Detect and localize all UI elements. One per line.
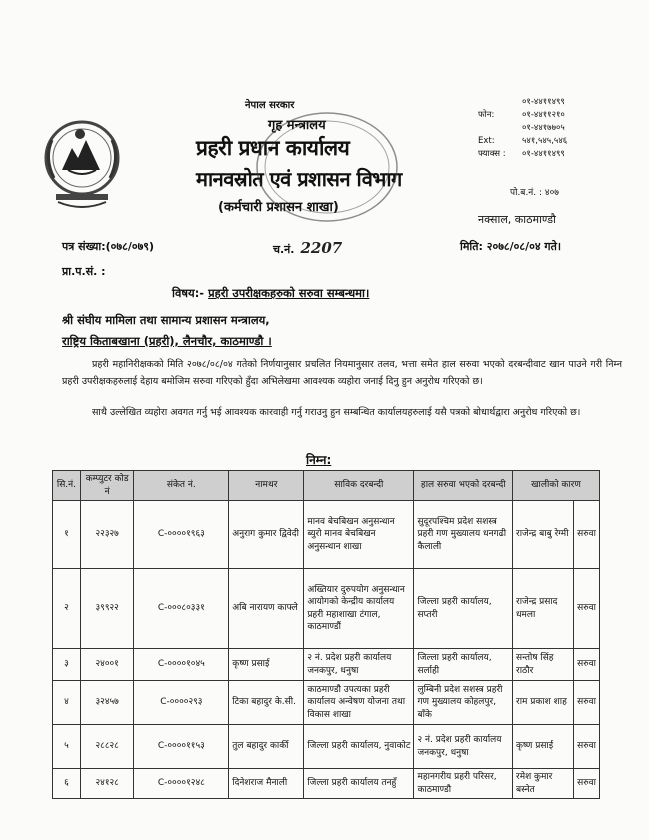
cell-vacant-name: सन्तोष सिंह राठौर <box>513 649 574 681</box>
col-header-new-post: हाल सरुवा भएको दरबन्दी <box>414 471 513 501</box>
dispatch-number <box>273 239 342 257</box>
cell-name: अनुराग कुमार द्विवेदी <box>229 501 304 569</box>
cell-code: २४००१ <box>80 649 133 681</box>
list-heading: निम्न: <box>306 453 332 467</box>
table-row <box>53 501 600 569</box>
cell-old: जिल्ला प्रहरी कार्यालय तनहुँ <box>304 769 414 799</box>
phone-number: ०१-४४११४९९ <box>522 97 565 107</box>
fax-label: फ्याक्स : <box>478 149 506 159</box>
cell-code: ३२४५७ <box>80 681 133 725</box>
table-row <box>53 681 600 725</box>
dispatch-label: च.नं. <box>273 243 295 256</box>
table-row <box>53 569 600 649</box>
addressee-line-2: राष्ट्रिय किताबखाना (प्रहरी), लैनचौर, काठमाण्डौ । <box>62 334 272 348</box>
cell-code: २४१२८ <box>80 769 133 799</box>
addressee-line-1: श्री संघीय मामिला तथा सामान्य प्रशासन मन्त्रालय, <box>62 313 270 327</box>
cell-code: २२३२७ <box>80 501 133 569</box>
table-row <box>53 725 600 769</box>
dispatch-value: 2207 <box>300 239 343 257</box>
cell-sanket: C-००००१२४८ <box>134 769 229 799</box>
cell-sn: ४ <box>53 681 81 725</box>
cell-new: महानगरीय प्रहरी परिसर, काठमाण्डौ <box>414 769 513 799</box>
ministry-name: गृह मन्त्रालय <box>268 118 326 133</box>
reference-number: पत्र संख्या:(०७८/०७९) <box>62 240 155 253</box>
cell-sanket: C-०००८०३३१ <box>134 569 229 649</box>
col-header-code: कम्प्युटर कोड नं <box>80 471 133 501</box>
government-name: नेपाल सरकार <box>245 100 295 111</box>
table-row <box>53 649 600 681</box>
department-name: मानवस्रोत एवं प्रशासन विभाग <box>196 167 402 191</box>
nepal-emblem-icon <box>40 110 124 220</box>
cell-sn: ६ <box>53 769 81 799</box>
office-address: नक्साल, काठमाण्डौ <box>478 213 556 226</box>
cell-vacant-name: कृष्ण प्रसाई <box>513 725 574 769</box>
cell-sanket: C-००००२९३ <box>134 681 229 725</box>
col-header-old-post: साविक दरबन्दी <box>304 471 414 501</box>
cell-new: जिल्ला प्रहरी कार्यालय, सर्लाही <box>414 649 513 681</box>
cell-sn: २ <box>53 569 81 649</box>
cell-old: अख्तियार दुरुपयोग अनुसन्धान आयोगको केन्द्रीय कार्यालय प्रहरी महाशाखा टंगाल, काठमाण्डौं <box>304 569 414 649</box>
cell-new: २ नं. प्रदेश प्रहरी कार्यालय जनकपुर, धनुषा <box>414 725 513 769</box>
cell-sanket: C-००००११५३ <box>134 725 229 769</box>
cell-sn: १ <box>53 501 81 569</box>
table-row <box>53 769 600 799</box>
office-stamp-icon <box>252 108 402 226</box>
table-header-row <box>53 471 600 501</box>
po-box: पो.ब.नं. : ४०७ <box>510 188 559 198</box>
transfer-table <box>52 470 600 799</box>
cell-code: २८८२८ <box>80 725 133 769</box>
cell-old: मानव बेचबिखन अनुसन्धान ब्युरो मानव बेचबिखन अनुसन्धान शाखा <box>304 501 414 569</box>
cell-new: सुदूरपश्चिम प्रदेश सशस्त्र प्रहरी गण मुख्यालय धनगढी कैलाली <box>414 501 513 569</box>
cell-name: कृष्ण प्रसाई <box>229 649 304 681</box>
cell-name: दिनेशराज मैनाली <box>229 769 304 799</box>
ext-label: Ext: <box>478 136 495 146</box>
fax-value: ०१-४४११४९९ <box>522 149 565 159</box>
office-name: प्रहरी प्रधान कार्यालय <box>196 136 350 160</box>
cell-vacant-name: राजेन्द्र बाबु रेग्मी <box>513 501 574 569</box>
cell-reason: सरुवा <box>574 725 600 769</box>
col-header-sn: सि.नं. <box>53 471 81 501</box>
cell-name: टिका बहादुर के.सी. <box>229 681 304 725</box>
cell-old: जिल्ला प्रहरी कार्यालय, नुवाकोट <box>304 725 414 769</box>
cell-sanket: C-००००१०४५ <box>134 649 229 681</box>
cell-vacant-name: राम प्रकाश शाह <box>513 681 574 725</box>
phone-number: ०१-४४१७७०५ <box>522 123 565 133</box>
table-body <box>53 501 600 799</box>
subject-text: प्रहरी उपरीक्षकहरुको सरुवा सम्बन्धमा। <box>208 286 370 300</box>
subject-label: विषय:- <box>172 286 205 300</box>
cell-old: काठमाण्डौ उपत्यका प्रहरी कार्यालय अन्वेषण योजना तथा विकास शाखा <box>304 681 414 725</box>
phone-label: फोन: <box>478 110 495 120</box>
section-name: (कर्मचारी प्रशासन शाखा) <box>218 200 339 215</box>
phone-number: ०१-४४११२१० <box>522 110 565 120</box>
body-paragraph-1: प्रहरी महानिरीक्षकको मिति २०७८/०८/०४ गतेको निर्णयानुसार प्रचलित नियमानुसार तलव, भत्ता समेत हाल सरुवा भएको दरबन्दीवाट खान पाउने गरी निम्न प्रहरी उपरीक्षकहरुलाई देहाय बमोजिम सरुवा गरिएको हुँदा अभिलेखमा आवश्यक व्यहोरा जनाई दिनु हुन अनुरोध गरिएको छ। <box>62 359 622 387</box>
letter-date: मिति: २०७८/०८/०४ गते। <box>460 240 562 253</box>
cell-name: अबि नारायण काफ्ले <box>229 569 304 649</box>
cell-sn: ३ <box>53 649 81 681</box>
cell-reason: सरुवा <box>574 569 600 649</box>
cell-new: जिल्ला प्रहरी कार्यालय, सप्तरी <box>414 569 513 649</box>
cell-vacant-name: राजेन्द्र प्रसाद धमला <box>513 569 574 649</box>
contact-block <box>478 96 618 161</box>
body-paragraph-2: साथै उल्लेखित व्यहोरा अवगत गर्नु भई आवश्यक कारवाही गर्नु गराउनु हुन सम्बन्धित कार्यालयहरुलाई यसै पत्रको बोधार्थद्वारा अनुरोध गरिएको छ। <box>92 407 581 418</box>
col-header-sanket: संकेत नं. <box>134 471 229 501</box>
cell-new: लुम्बिनी प्रदेश सशस्त्र प्रहरी गण मुख्यालय कोहलपुर, बाँके <box>414 681 513 725</box>
cell-old: २ नं. प्रदेश प्रहरी कार्यालय जनकपुर, धनुषा <box>304 649 414 681</box>
received-number: प्रा.प.सं. : <box>62 265 106 278</box>
subject-line <box>172 286 369 301</box>
cell-reason: सरुवा <box>574 501 600 569</box>
col-header-name: नामथर <box>229 471 304 501</box>
col-header-vacancy-reason: खालीको कारण <box>513 471 600 501</box>
cell-sanket: C-००००१९६३ <box>134 501 229 569</box>
ext-value: ५४१,५४५,५४६ <box>522 136 568 146</box>
cell-reason: सरुवा <box>574 649 600 681</box>
cell-code: ३९९२२ <box>80 569 133 649</box>
cell-vacant-name: रमेश कुमार बस्नेत <box>513 769 574 799</box>
cell-reason: सरुवा <box>574 681 600 725</box>
cell-sn: ५ <box>53 725 81 769</box>
cell-reason: सरुवा <box>574 769 600 799</box>
cell-name: तुल बहादुर कार्की <box>229 725 304 769</box>
